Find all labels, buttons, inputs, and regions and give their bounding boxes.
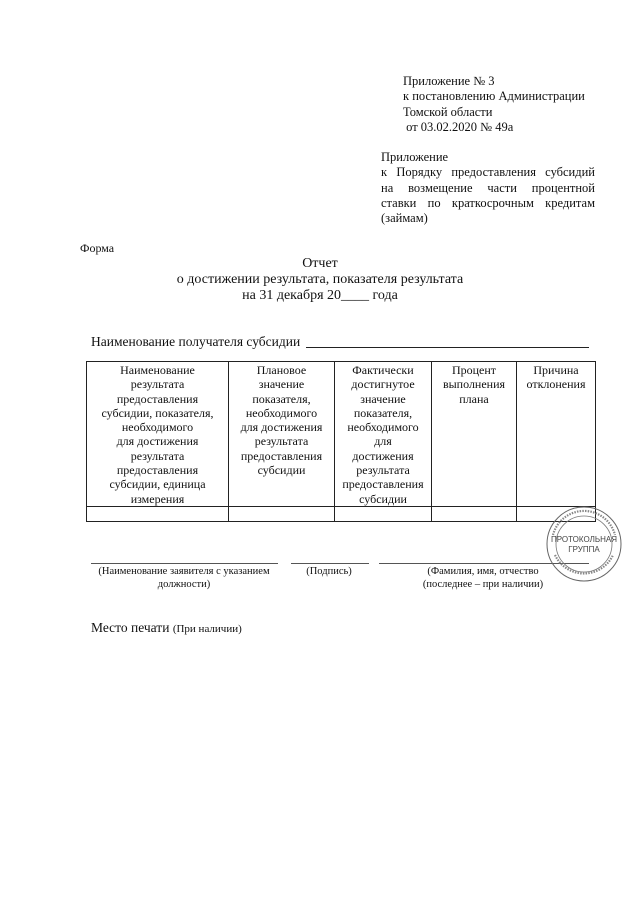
report-title-line: Отчет [302, 256, 338, 271]
appendix-line: (займам) [381, 211, 428, 226]
applicant-signature-line[interactable] [91, 563, 278, 564]
table-cell[interactable] [87, 506, 229, 521]
table-header-cell [517, 362, 596, 507]
header-plan-percent: Процент выполнения плана [442, 363, 506, 406]
signature-caption: (Подпись) [306, 566, 352, 577]
seal-label: Место печати [91, 620, 170, 635]
protocol-stamp-icon [545, 505, 623, 583]
stamp-inner-line2: ГРУППА [568, 545, 600, 554]
fio-caption: (Фамилия, имя, отчество (последнее – при наличии) [422, 566, 544, 590]
table-header-row [87, 362, 596, 507]
seal-place [91, 620, 242, 636]
report-title-line: на 31 декабря 20____ года [242, 288, 398, 303]
header-deviation-reason: Причина отклонения [526, 363, 586, 392]
appendix-line: к Порядку предоставления субсидий [381, 165, 595, 180]
table-header-cell [432, 362, 517, 507]
form-label: Форма [80, 241, 115, 255]
table-row [87, 506, 596, 521]
appendix-label: Приложение [381, 150, 449, 164]
appendix-3-line: Томской области [403, 104, 493, 119]
report-table [86, 361, 596, 522]
header-planned-value: Плановое значение показателя, необходимого для достижения результата предоставления субсидии [240, 363, 323, 478]
table-header-cell [229, 362, 335, 507]
table-header-cell [335, 362, 432, 507]
recipient-input-line[interactable] [306, 347, 589, 348]
table-header-cell [87, 362, 229, 507]
appendix-3-line: от 03.02.2020 № 49а [403, 119, 514, 134]
recipient-label: Наименование получателя субсидии [91, 334, 301, 349]
signature-line[interactable] [291, 563, 369, 564]
appendix-3-line: Приложение № 3 [403, 74, 495, 88]
appendix-line: ставки по краткосрочным кредитам [381, 195, 595, 210]
report-title-line: о достижении результата, показателя результата [176, 272, 464, 287]
report-title [0, 256, 640, 304]
table-cell[interactable] [229, 506, 335, 521]
seal-note: (При наличии) [172, 623, 242, 635]
appendix-3-line: к постановлению Администрации [403, 89, 585, 104]
applicant-caption: (Наименование заявителя с указанием должности) [98, 566, 270, 590]
stamp-inner-line1: ПРОТОКОЛЬНАЯ [551, 535, 617, 544]
appendix-line: на возмещение части процентной [381, 180, 595, 195]
header-result-name: Наименование результата предоставления субсидии, показателя, необходимого для достижения результата предоставления субсидии, единица измерения [101, 363, 214, 506]
header-actual-value: Фактически достигнутое значение показателя, необходимого для достижения результата предоставления субсидии [342, 363, 424, 506]
appendix-3-header [403, 74, 585, 135]
table-cell[interactable] [432, 506, 517, 521]
appendix-order-header [381, 150, 595, 226]
table-cell[interactable] [335, 506, 432, 521]
